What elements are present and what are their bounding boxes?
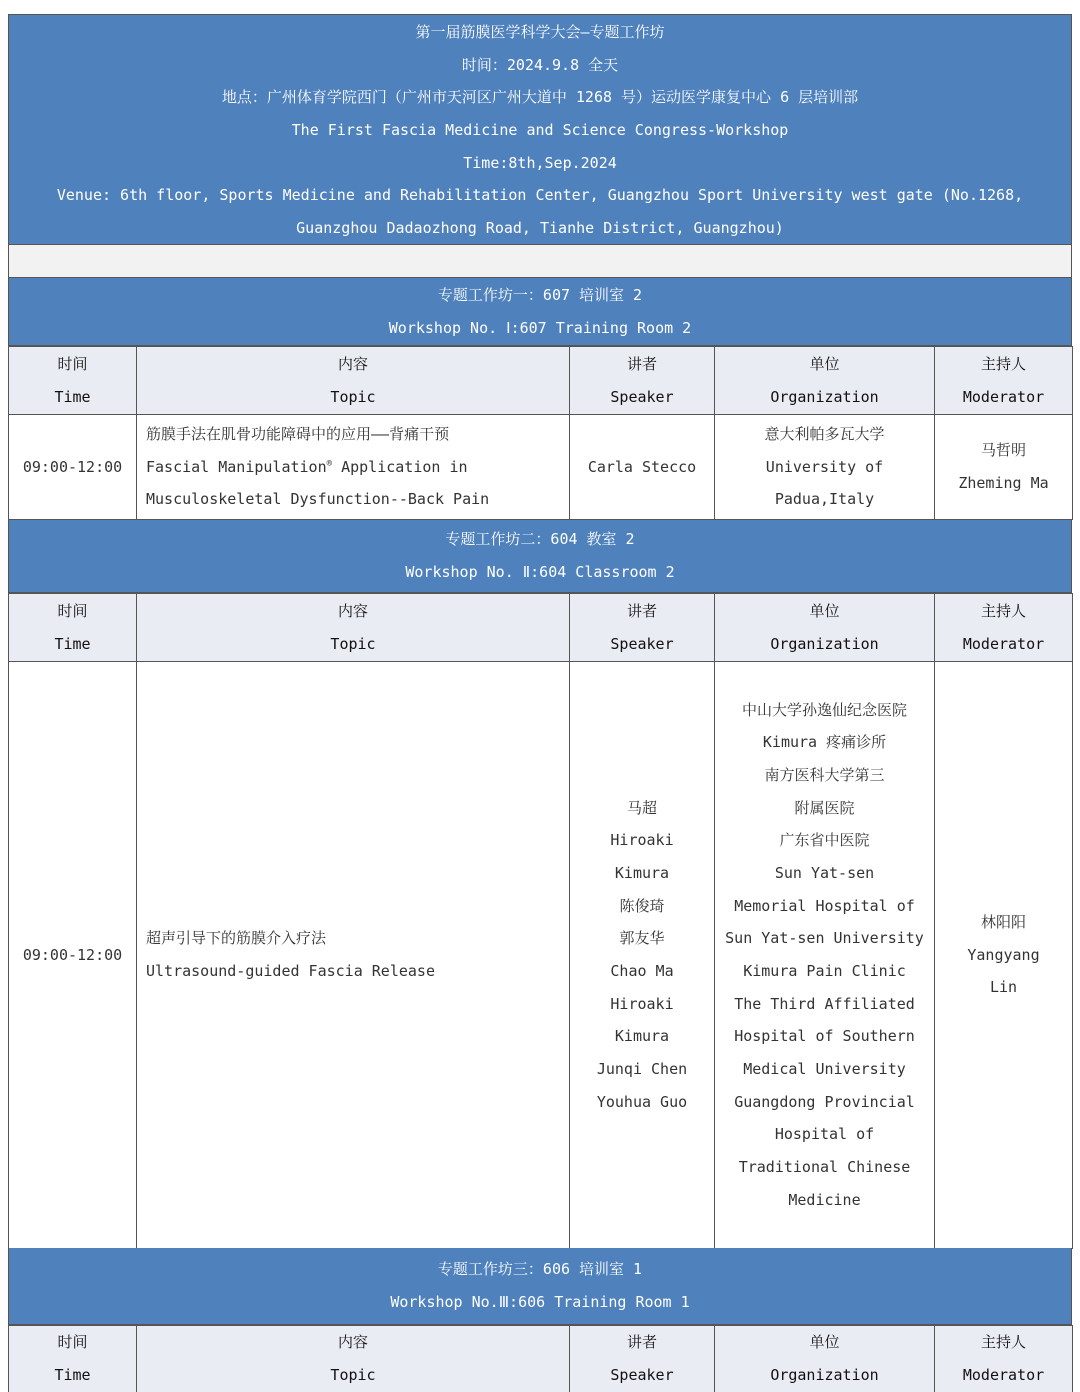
org-line: Medicine [788, 1190, 861, 1209]
org-line: 南方医科大学第三 [764, 765, 885, 784]
col-topic-en: Topic [330, 1365, 376, 1384]
col-moderator-en: Moderator [962, 634, 1045, 653]
topic-line: 超声引导下的筋膜介入疗法 [146, 929, 327, 948]
col-speaker-en: Speaker [610, 387, 674, 406]
workshop-1-banner [8, 278, 1072, 346]
event-date-en: Time:8th,Sep.2024 [463, 153, 617, 172]
org-line: Kimura 疼痛诊所 [762, 733, 887, 752]
org-line: 广东省中医院 [779, 831, 870, 850]
topic-line: Fascial Manipulation® Application in [146, 457, 468, 476]
workshop-1-title-en: Workshop No. Ⅰ:607 Training Room 2 [388, 318, 692, 337]
org-line: Traditional Chinese [738, 1158, 911, 1177]
org-line: Sun Yat-sen University [725, 929, 924, 948]
org-line: Hospital of [774, 1125, 875, 1144]
table-row [9, 415, 1073, 520]
col-time-en: Time [54, 634, 91, 653]
speaker-line: Chao Ma [610, 962, 674, 980]
event-venue-en-1: Venue: 6th floor, Sports Medicine and Rehabilitation Center, Guangzhou Sport University west gate (No.1268, [56, 186, 1024, 205]
moderator-name: Lin [989, 978, 1018, 997]
col-topic-en: Topic [330, 634, 376, 653]
table-header-row [9, 1326, 1073, 1392]
workshop-3-table [8, 1325, 1072, 1392]
table-header-row [9, 347, 1073, 415]
workshop-2-title-en: Workshop No. Ⅱ:604 Classroom 2 [405, 562, 675, 581]
org-line: Memorial Hospital of [734, 896, 915, 915]
workshop-3-title-cn: 专题工作坊三：606 培训室 1 [437, 1260, 643, 1278]
speaker-line: 马超 [626, 798, 657, 817]
workshop-1-table [8, 346, 1072, 520]
col-time-cn: 时间 [57, 354, 88, 373]
spacer-row [8, 245, 1072, 278]
table-header-row [9, 594, 1073, 662]
speaker-line: 郭友华 [619, 929, 665, 948]
org-line: The Third Affiliated [734, 994, 915, 1013]
workshop-2-table [8, 593, 1072, 1249]
col-speaker-cn: 讲者 [626, 1333, 657, 1352]
col-org-cn: 单位 [809, 354, 840, 373]
event-venue-cn: 地点：广州体育学院西门（广州市天河区广州大道中 1268 号）运动医学康复中心 6 层培训部 [221, 88, 859, 107]
col-time-cn: 时间 [57, 1333, 88, 1352]
col-org-cn: 单位 [809, 601, 840, 620]
org-line: Sun Yat-sen [774, 863, 875, 882]
workshop-3-title-en: Workshop No.Ⅲ:606 Training Room 1 [390, 1292, 690, 1311]
speaker-line: Junqi Chen [596, 1060, 688, 1079]
speaker-name: Carla Stecco [587, 457, 697, 476]
moderator-name: 林阳阳 [980, 912, 1026, 931]
table-row [9, 662, 1073, 1249]
workshop-3-banner [8, 1248, 1072, 1325]
event-title-en: The First Fascia Medicine and Science Congress-Workshop [291, 121, 789, 140]
org-line: Hospital of Southern [734, 1027, 915, 1046]
col-topic-cn: 内容 [337, 601, 368, 620]
col-moderator-en: Moderator [962, 387, 1045, 406]
org-line: Kimura Pain Clinic [743, 962, 906, 980]
col-moderator-en: Moderator [962, 1365, 1045, 1384]
event-date-cn: 时间：2024.9.8 全天 [461, 55, 619, 74]
col-topic-en: Topic [330, 387, 376, 406]
col-moderator-cn: 主持人 [980, 1333, 1026, 1352]
moderator-name: 马哲明 [980, 441, 1026, 460]
event-venue-en-2: Guanzghou Dadaozhong Road, Tianhe District, Guangzhou) [296, 219, 784, 238]
session-time: 09:00-12:00 [22, 945, 123, 964]
col-org-en: Organization [770, 387, 879, 406]
registered-mark: ® [326, 458, 333, 469]
speaker-line: Youhua Guo [596, 1092, 688, 1111]
topic-line: 筋膜手法在肌骨功能障碍中的应用——背痛干预 [146, 424, 450, 443]
org-line: Padua,Italy [774, 490, 875, 509]
col-speaker-cn: 讲者 [626, 601, 657, 620]
org-line: 意大利帕多瓦大学 [764, 424, 885, 443]
speaker-line: Hiroaki [610, 994, 674, 1013]
col-org-en: Organization [770, 634, 879, 653]
event-title-cn: 第一届筋膜医学科学大会—专题工作坊 [415, 23, 665, 41]
topic-line: Ultrasound-guided Fascia Release [146, 962, 435, 980]
col-topic-cn: 内容 [337, 1333, 368, 1352]
speaker-line: Kimura [614, 1027, 670, 1046]
topic-line: Musculoskeletal Dysfunction--Back Pain [146, 490, 490, 509]
col-org-en: Organization [770, 1365, 879, 1384]
col-moderator-cn: 主持人 [980, 354, 1026, 373]
col-time-cn: 时间 [57, 601, 88, 620]
col-moderator-cn: 主持人 [980, 601, 1026, 620]
event-header [8, 14, 1072, 245]
org-line: Medical University [743, 1060, 906, 1079]
col-speaker-cn: 讲者 [626, 354, 657, 373]
col-org-cn: 单位 [809, 1333, 840, 1352]
workshop-1-title-cn: 专题工作坊一：607 培训室 2 [437, 286, 643, 304]
col-time-en: Time [54, 387, 91, 406]
speaker-line: Kimura [614, 863, 670, 882]
org-line: 附属医院 [794, 798, 855, 817]
workshop-2-title-cn: 专题工作坊二：604 教室 2 [445, 530, 635, 548]
org-line: University of [765, 457, 884, 476]
col-speaker-en: Speaker [610, 634, 674, 653]
col-time-en: Time [54, 1365, 91, 1384]
moderator-name: Zheming Ma [958, 474, 1049, 492]
session-time: 09:00-12:00 [22, 457, 123, 476]
workshop-2-banner [8, 520, 1072, 593]
speaker-line: 陈俊琦 [619, 896, 665, 915]
org-line: 中山大学孙逸仙纪念医院 [741, 700, 907, 719]
moderator-name: Yangyang [967, 945, 1040, 964]
col-speaker-en: Speaker [610, 1365, 674, 1384]
org-line: Guangdong Provincial [734, 1092, 915, 1111]
col-topic-cn: 内容 [337, 354, 368, 373]
speaker-line: Hiroaki [610, 831, 674, 850]
